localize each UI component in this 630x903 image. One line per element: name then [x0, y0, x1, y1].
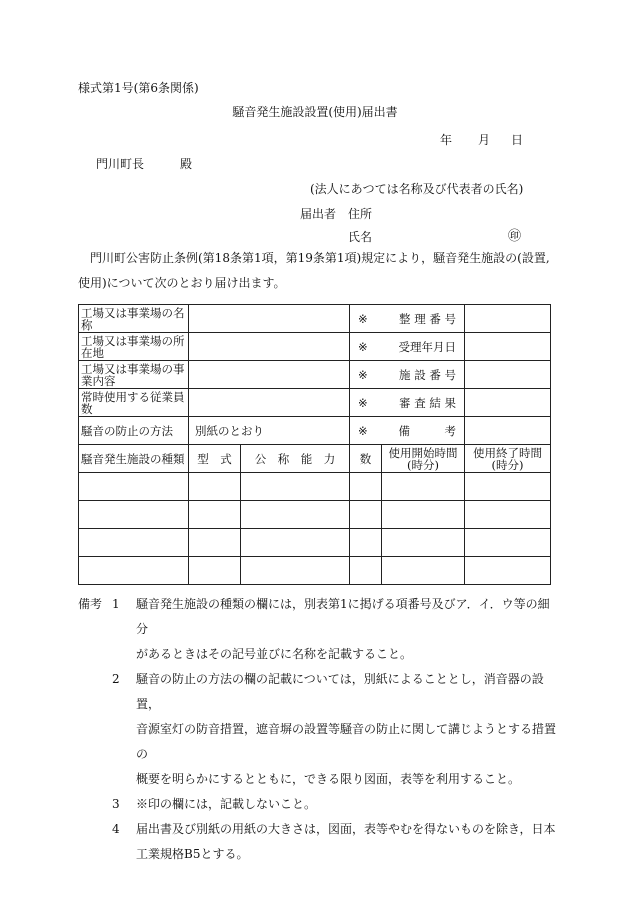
note-text: があるときはその記号並びに名称を記載すること。 — [136, 647, 413, 661]
page-title: 騒音発生施設設置(使用)届出書 — [232, 105, 398, 119]
end-time-cell[interactable] — [465, 473, 551, 501]
count-cell[interactable] — [350, 473, 382, 501]
note-number: 4 — [112, 822, 120, 836]
office-use-value — [465, 305, 551, 333]
table-row — [79, 389, 551, 417]
equipment-type-cell[interactable] — [79, 557, 189, 585]
office-use-mark: ※ — [358, 311, 368, 326]
office-use-text: 整 理 番 号 — [399, 311, 457, 326]
notification-table — [78, 304, 551, 585]
start-time-cell[interactable] — [382, 501, 465, 529]
equipment-type-cell[interactable] — [79, 473, 189, 501]
equipment-type-cell[interactable] — [79, 529, 189, 557]
office-use-text: 受理年月日 — [398, 339, 457, 354]
count-header: 数 — [350, 445, 382, 473]
equipment-row — [79, 529, 551, 557]
note-text: 工業規格B5とする。 — [136, 847, 249, 861]
equipment-row — [79, 501, 551, 529]
notes-heading: 備考 — [78, 597, 103, 611]
row-label: 工場又は事業場の事業内容 — [79, 361, 189, 389]
capacity-header: 公 称 能 力 — [241, 445, 350, 473]
note-text: 概要を明らかにするとともに，できる限り図面，表等を利用すること。 — [136, 772, 521, 786]
equipment-type-cell[interactable] — [79, 501, 189, 529]
count-cell[interactable] — [350, 529, 382, 557]
intro-line-1: 門川町公害防止条例(第18条第1項，第19条第1項)規定により，騒音発生施設の(設置, — [90, 251, 550, 265]
capacity-cell[interactable] — [241, 473, 350, 501]
office-use-value — [465, 389, 551, 417]
note-text: 届出書及び別紙の用紙の大きさは，図面，表等やむを得ないものを除き，日本 — [136, 822, 556, 836]
end-time-cell[interactable] — [465, 501, 551, 529]
row-value-input[interactable] — [189, 333, 350, 361]
row-value-input[interactable] — [189, 305, 350, 333]
office-use-label — [350, 417, 465, 445]
office-use-mark: ※ — [358, 423, 368, 438]
row-value-input[interactable]: 別紙のとおり — [189, 417, 350, 445]
row-label: 工場又は事業場の所在地 — [79, 333, 189, 361]
end-time-header: 使用終了時間(時分) — [465, 445, 551, 473]
office-use-mark: ※ — [358, 367, 368, 382]
note-item — [78, 792, 558, 817]
note-number: 3 — [112, 797, 120, 811]
office-use-value — [465, 417, 551, 445]
table-row — [79, 305, 551, 333]
row-label: 常時使用する従業員数 — [79, 389, 189, 417]
office-use-mark: ※ — [358, 339, 368, 354]
note-item — [78, 667, 558, 717]
start-time-cell[interactable] — [382, 529, 465, 557]
intro-line-2: 使用)について次のとおり届け出ます。 — [78, 276, 286, 290]
model-cell[interactable] — [189, 529, 241, 557]
applicant-label: 届出者 — [300, 207, 337, 221]
note-item — [78, 592, 558, 642]
office-use-value — [465, 361, 551, 389]
office-use-label — [350, 389, 465, 417]
row-value-input[interactable] — [189, 389, 350, 417]
addressee-town: 門川町長 — [96, 157, 145, 171]
capacity-cell[interactable] — [241, 557, 350, 585]
table-row — [79, 417, 551, 445]
model-cell[interactable] — [189, 501, 241, 529]
addressee-honorific: 殿 — [180, 157, 193, 171]
start-time-cell[interactable] — [382, 557, 465, 585]
office-use-text: 審 査 結 果 — [399, 395, 457, 410]
office-use-text: 備 考 — [398, 423, 457, 438]
date-day: 日 — [511, 133, 524, 147]
equipment-header-row — [79, 445, 551, 473]
row-value-input[interactable] — [189, 361, 350, 389]
end-time-cell[interactable] — [465, 529, 551, 557]
office-use-label — [350, 305, 465, 333]
office-use-label — [350, 333, 465, 361]
model-cell[interactable] — [189, 473, 241, 501]
equipment-row — [79, 557, 551, 585]
equipment-row — [79, 473, 551, 501]
note-number: 1 — [112, 597, 120, 611]
note-text: 騒音の防止の方法の欄の記載については，別紙によることとし，消音器の設置， — [136, 672, 544, 711]
start-time-header: 使用開始時間(時分) — [382, 445, 465, 473]
office-use-text: 施 設 番 号 — [399, 367, 457, 382]
name-label: 氏名 — [348, 230, 373, 244]
date-year: 年 — [440, 133, 453, 147]
note-text: 音源室灯の防音措置，遮音塀の設置等騒音の防止に関して講じようとする措置の — [136, 722, 557, 761]
capacity-cell[interactable] — [241, 501, 350, 529]
form-number: 様式第1号(第6条関係) — [78, 81, 199, 95]
table-row — [79, 333, 551, 361]
count-cell[interactable] — [350, 557, 382, 585]
office-use-mark: ※ — [358, 395, 368, 410]
end-time-cell[interactable] — [465, 557, 551, 585]
capacity-cell[interactable] — [241, 529, 350, 557]
count-cell[interactable] — [350, 501, 382, 529]
row-label: 騒音の防止の方法 — [79, 417, 189, 445]
start-time-cell[interactable] — [382, 473, 465, 501]
seal-mark: ㊞ — [508, 229, 522, 244]
address-label: 住所 — [348, 207, 373, 221]
note-text: 騒音発生施設の種類の欄には，別表第1に掲げる項番号及びア．イ．ウ等の細分 — [136, 597, 550, 636]
office-use-label — [350, 361, 465, 389]
note-text: ※印の欄には，記載しないこと。 — [136, 797, 317, 811]
corp-note: (法人にあつては名称及び代表者の氏名) — [310, 182, 524, 196]
equipment-type-header: 騒音発生施設の種類 — [79, 445, 189, 473]
note-number: 2 — [112, 672, 120, 686]
intro-text — [78, 246, 558, 296]
row-label: 工場又は事業場の名称 — [79, 305, 189, 333]
notes-section — [78, 592, 558, 867]
date-month: 月 — [478, 133, 491, 147]
model-header: 型 式 — [189, 445, 241, 473]
model-cell[interactable] — [189, 557, 241, 585]
table-row — [79, 361, 551, 389]
note-item — [78, 817, 558, 842]
office-use-value — [465, 333, 551, 361]
